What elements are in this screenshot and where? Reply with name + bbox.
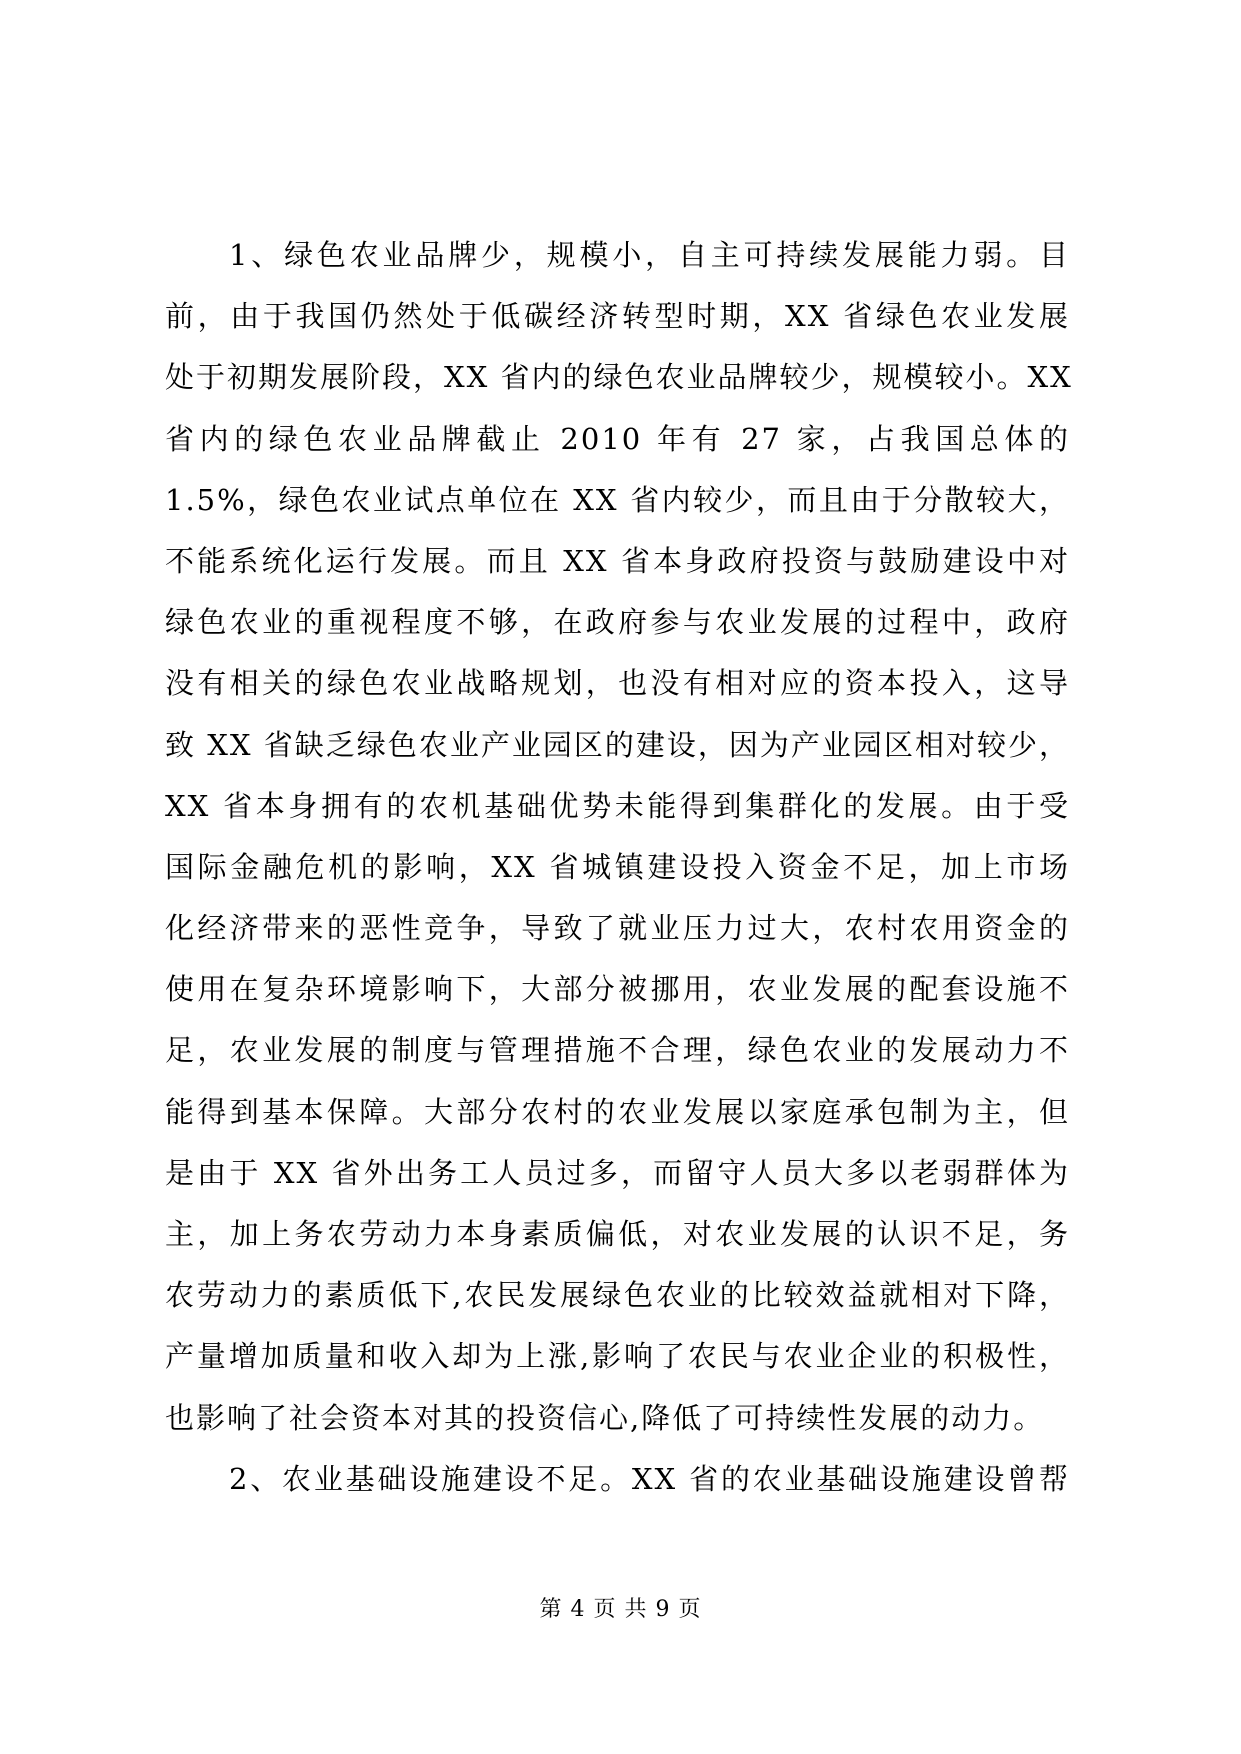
text-line: 主，加上务农劳动力本身素质偏低，对农业发展的认识不足，务 (165, 1217, 1070, 1251)
text-line: 没有相关的绿色农业战略规划，也没有相对应的资本投入，这导 (165, 666, 1070, 701)
text-line: 使用在复杂环境影响下，大部分被挪用，农业发展的配套设施不 (165, 972, 1070, 1007)
text-line: 足，农业发展的制度与管理措施不合理，绿色农业的发展动力不 (165, 1033, 1070, 1068)
text-line: 绿色农业的重视程度不够，在政府参与农业发展的过程中，政府 (165, 605, 1070, 640)
paragraph-2 (165, 1449, 1070, 1510)
document-body (165, 225, 1073, 1510)
text-line: 产量增加质量和收入却为上涨,影响了农民与农业企业的积极性， (165, 1339, 1070, 1374)
text-line: 前，由于我国仍然处于低碳经济转型时期，XX 省绿色农业发展 (165, 299, 1070, 334)
text-line: 化经济带来的恶性竞争，导致了就业压力过大，农村农用资金的 (165, 911, 1070, 946)
text-line: 省内的绿色农业品牌截止 2010 年有 27 家，占我国总体的 (165, 421, 1070, 456)
text-line: 1、绿色农业品牌少，规模小，自主可持续发展能力弱。目 (229, 238, 1070, 272)
text-line: 国际金融危机的影响，XX 省城镇建设投入资金不足，加上市场 (165, 849, 1070, 884)
page-footer (0, 1592, 1241, 1623)
text-line: 是由于 XX 省外出务工人员过多，而留守人员大多以老弱群体为 (165, 1155, 1070, 1190)
text-line: 1.5%，绿色农业试点单位在 XX 省内较少，而且由于分散较大， (165, 482, 1070, 517)
text-line: XX 省本身拥有的农机基础优势未能得到集群化的发展。由于受 (165, 788, 1070, 823)
text-line: 能得到基本保障。大部分农村的农业发展以家庭承包制为主，但 (165, 1094, 1070, 1129)
text-line: 农劳动力的素质低下,农民发展绿色农业的比较效益就相对下降， (165, 1278, 1070, 1313)
text-line: 处于初期发展阶段，XX 省内的绿色农业品牌较少，规模较小。XX (165, 360, 1073, 395)
text-line: 致 XX 省缺乏绿色农业产业园区的建设，因为产业园区相对较少， (165, 727, 1070, 762)
text-line: 不能系统化运行发展。而且 XX 省本身政府投资与鼓励建设中对 (165, 543, 1070, 578)
paragraph-1 (165, 225, 1073, 1449)
text-line: 2、农业基础设施建设不足。XX 省的农业基础设施建设曾帮 (229, 1461, 1070, 1496)
text-line: 也影响了社会资本对其的投资信心,降低了可持续性发展的动力。 (165, 1400, 1045, 1435)
page-number-label: 第 4 页 共 9 页 (539, 1597, 702, 1622)
